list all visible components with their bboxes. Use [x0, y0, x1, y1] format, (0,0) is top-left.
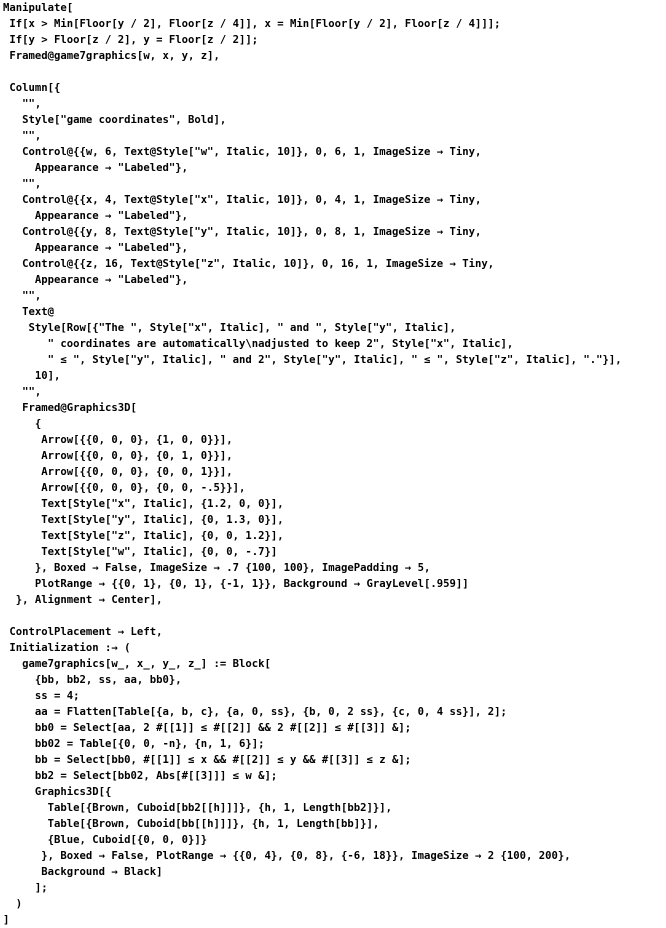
code-line [3, 608, 663, 624]
code-line: Control@{{w, 6, Text@Style["w", Italic, 10]}, 0, 6, 1, ImageSize → Tiny, [3, 146, 482, 158]
code-line: ] [3, 914, 10, 926]
code-line: ]; [3, 882, 48, 894]
code-line: bb = Select[bb0, #[[1]] ≤ x && #[[2]] ≤ y && #[[3]] ≤ z &]; [3, 754, 412, 766]
code-line: Arrow[{{0, 0, 0}, {0, 0, 1}}], [3, 466, 233, 478]
code-line [3, 64, 663, 80]
code-line: Table[{Brown, Cuboid[bb2[[h]]]}, {h, 1, Length[bb2]}], [3, 802, 393, 814]
code-line: bb02 = Table[{0, 0, -n}, {n, 1, 6}]; [3, 738, 265, 750]
code-line: PlotRange → {{0, 1}, {0, 1}, {-1, 1}}, Background → GrayLevel[.959]] [3, 578, 469, 590]
code-line: "", [3, 290, 42, 302]
code-line: Text[Style["x", Italic], {1.2, 0, 0}], [3, 498, 284, 510]
code-line: Control@{{y, 8, Text@Style["y", Italic, 10]}, 0, 8, 1, ImageSize → Tiny, [3, 226, 482, 238]
code-line: Appearance → "Labeled"}, [3, 162, 188, 174]
code-line: Text[Style["y", Italic], {0, 1.3, 0}], [3, 514, 284, 526]
code-line: "", [3, 130, 42, 142]
code-listing[interactable] [3, 0, 663, 928]
code-line: Arrow[{{0, 0, 0}, {0, 0, -.5}}], [3, 482, 246, 494]
code-line: "", [3, 178, 42, 190]
code-line: "", [3, 386, 42, 398]
code-line: Framed@Graphics3D[ [3, 402, 137, 414]
code-line: {Blue, Cuboid[{0, 0, 0}]} [3, 834, 208, 846]
code-line: Framed@game7graphics[w, x, y, z], [3, 50, 220, 62]
code-line: { [3, 418, 42, 430]
code-line: Appearance → "Labeled"}, [3, 210, 188, 222]
code-line: ControlPlacement → Left, [3, 626, 163, 638]
code-line: Table[{Brown, Cuboid[bb[[h]]]}, {h, 1, Length[bb]}], [3, 818, 380, 830]
code-line: Arrow[{{0, 0, 0}, {1, 0, 0}}], [3, 434, 233, 446]
code-line: 10], [3, 370, 61, 382]
code-line: Text[Style["w", Italic], {0, 0, -.7}] [3, 546, 278, 558]
code-line: Appearance → "Labeled"}, [3, 274, 188, 286]
code-line: bb0 = Select[aa, 2 #[[1]] ≤ #[[2]] && 2 #[[2]] ≤ #[[3]] &]; [3, 722, 412, 734]
code-line: " ≤ ", Style["y", Italic], " and 2", Style["y", Italic], " ≤ ", Style["z", Italic], "."}], [3, 354, 622, 366]
code-line: {bb, bb2, ss, aa, bb0}, [3, 674, 182, 686]
code-line: bb2 = Select[bb02, Abs[#[[3]]] ≤ w &]; [3, 770, 278, 782]
code-line: Text[Style["z", Italic], {0, 0, 1.2}], [3, 530, 284, 542]
code-line: aa = Flatten[Table[{a, b, c}, {a, 0, ss}, {b, 0, 2 ss}, {c, 0, 4 ss}], 2]; [3, 706, 507, 718]
code-line: game7graphics[w_, x_, y_, z_] := Block[ [3, 658, 271, 670]
code-line: }, Boxed → False, PlotRange → {{0, 4}, {0, 8}, {-6, 18}}, ImageSize → 2 {100, 200}, [3, 850, 571, 862]
code-line: Background → Black] [3, 866, 163, 878]
code-line: ss = 4; [3, 690, 80, 702]
code-line: }, Alignment → Center], [3, 594, 163, 606]
code-line: Control@{{x, 4, Text@Style["x", Italic, 10]}, 0, 4, 1, ImageSize → Tiny, [3, 194, 482, 206]
code-line: Appearance → "Labeled"}, [3, 242, 188, 254]
code-line: Arrow[{{0, 0, 0}, {0, 1, 0}}], [3, 450, 233, 462]
code-line: If[y > Floor[z / 2], y = Floor[z / 2]]; [3, 34, 259, 46]
code-line: Style["game coordinates", Bold], [3, 114, 227, 126]
code-line: Control@{{z, 16, Text@Style["z", Italic, 10]}, 0, 16, 1, ImageSize → Tiny, [3, 258, 495, 270]
code-line: " coordinates are automatically\nadjusted to keep 2", Style["x", Italic], [3, 338, 514, 350]
code-line: }, Boxed → False, ImageSize → .7 {100, 100}, ImagePadding → 5, [3, 562, 431, 574]
code-line: Manipulate[ [3, 2, 74, 14]
code-line: Graphics3D[{ [3, 786, 112, 798]
code-line: "", [3, 98, 42, 110]
code-line: If[x > Min[Floor[y / 2], Floor[z / 4]], x = Min[Floor[y / 2], Floor[z / 4]]]; [3, 18, 501, 30]
code-line: Column[{ [3, 82, 61, 94]
code-line: Initialization :→ ( [3, 642, 131, 654]
code-line: Text@ [3, 306, 55, 318]
code-line: Style[Row[{"The ", Style["x", Italic], " and ", Style["y", Italic], [3, 322, 456, 334]
code-line: ) [3, 898, 23, 910]
